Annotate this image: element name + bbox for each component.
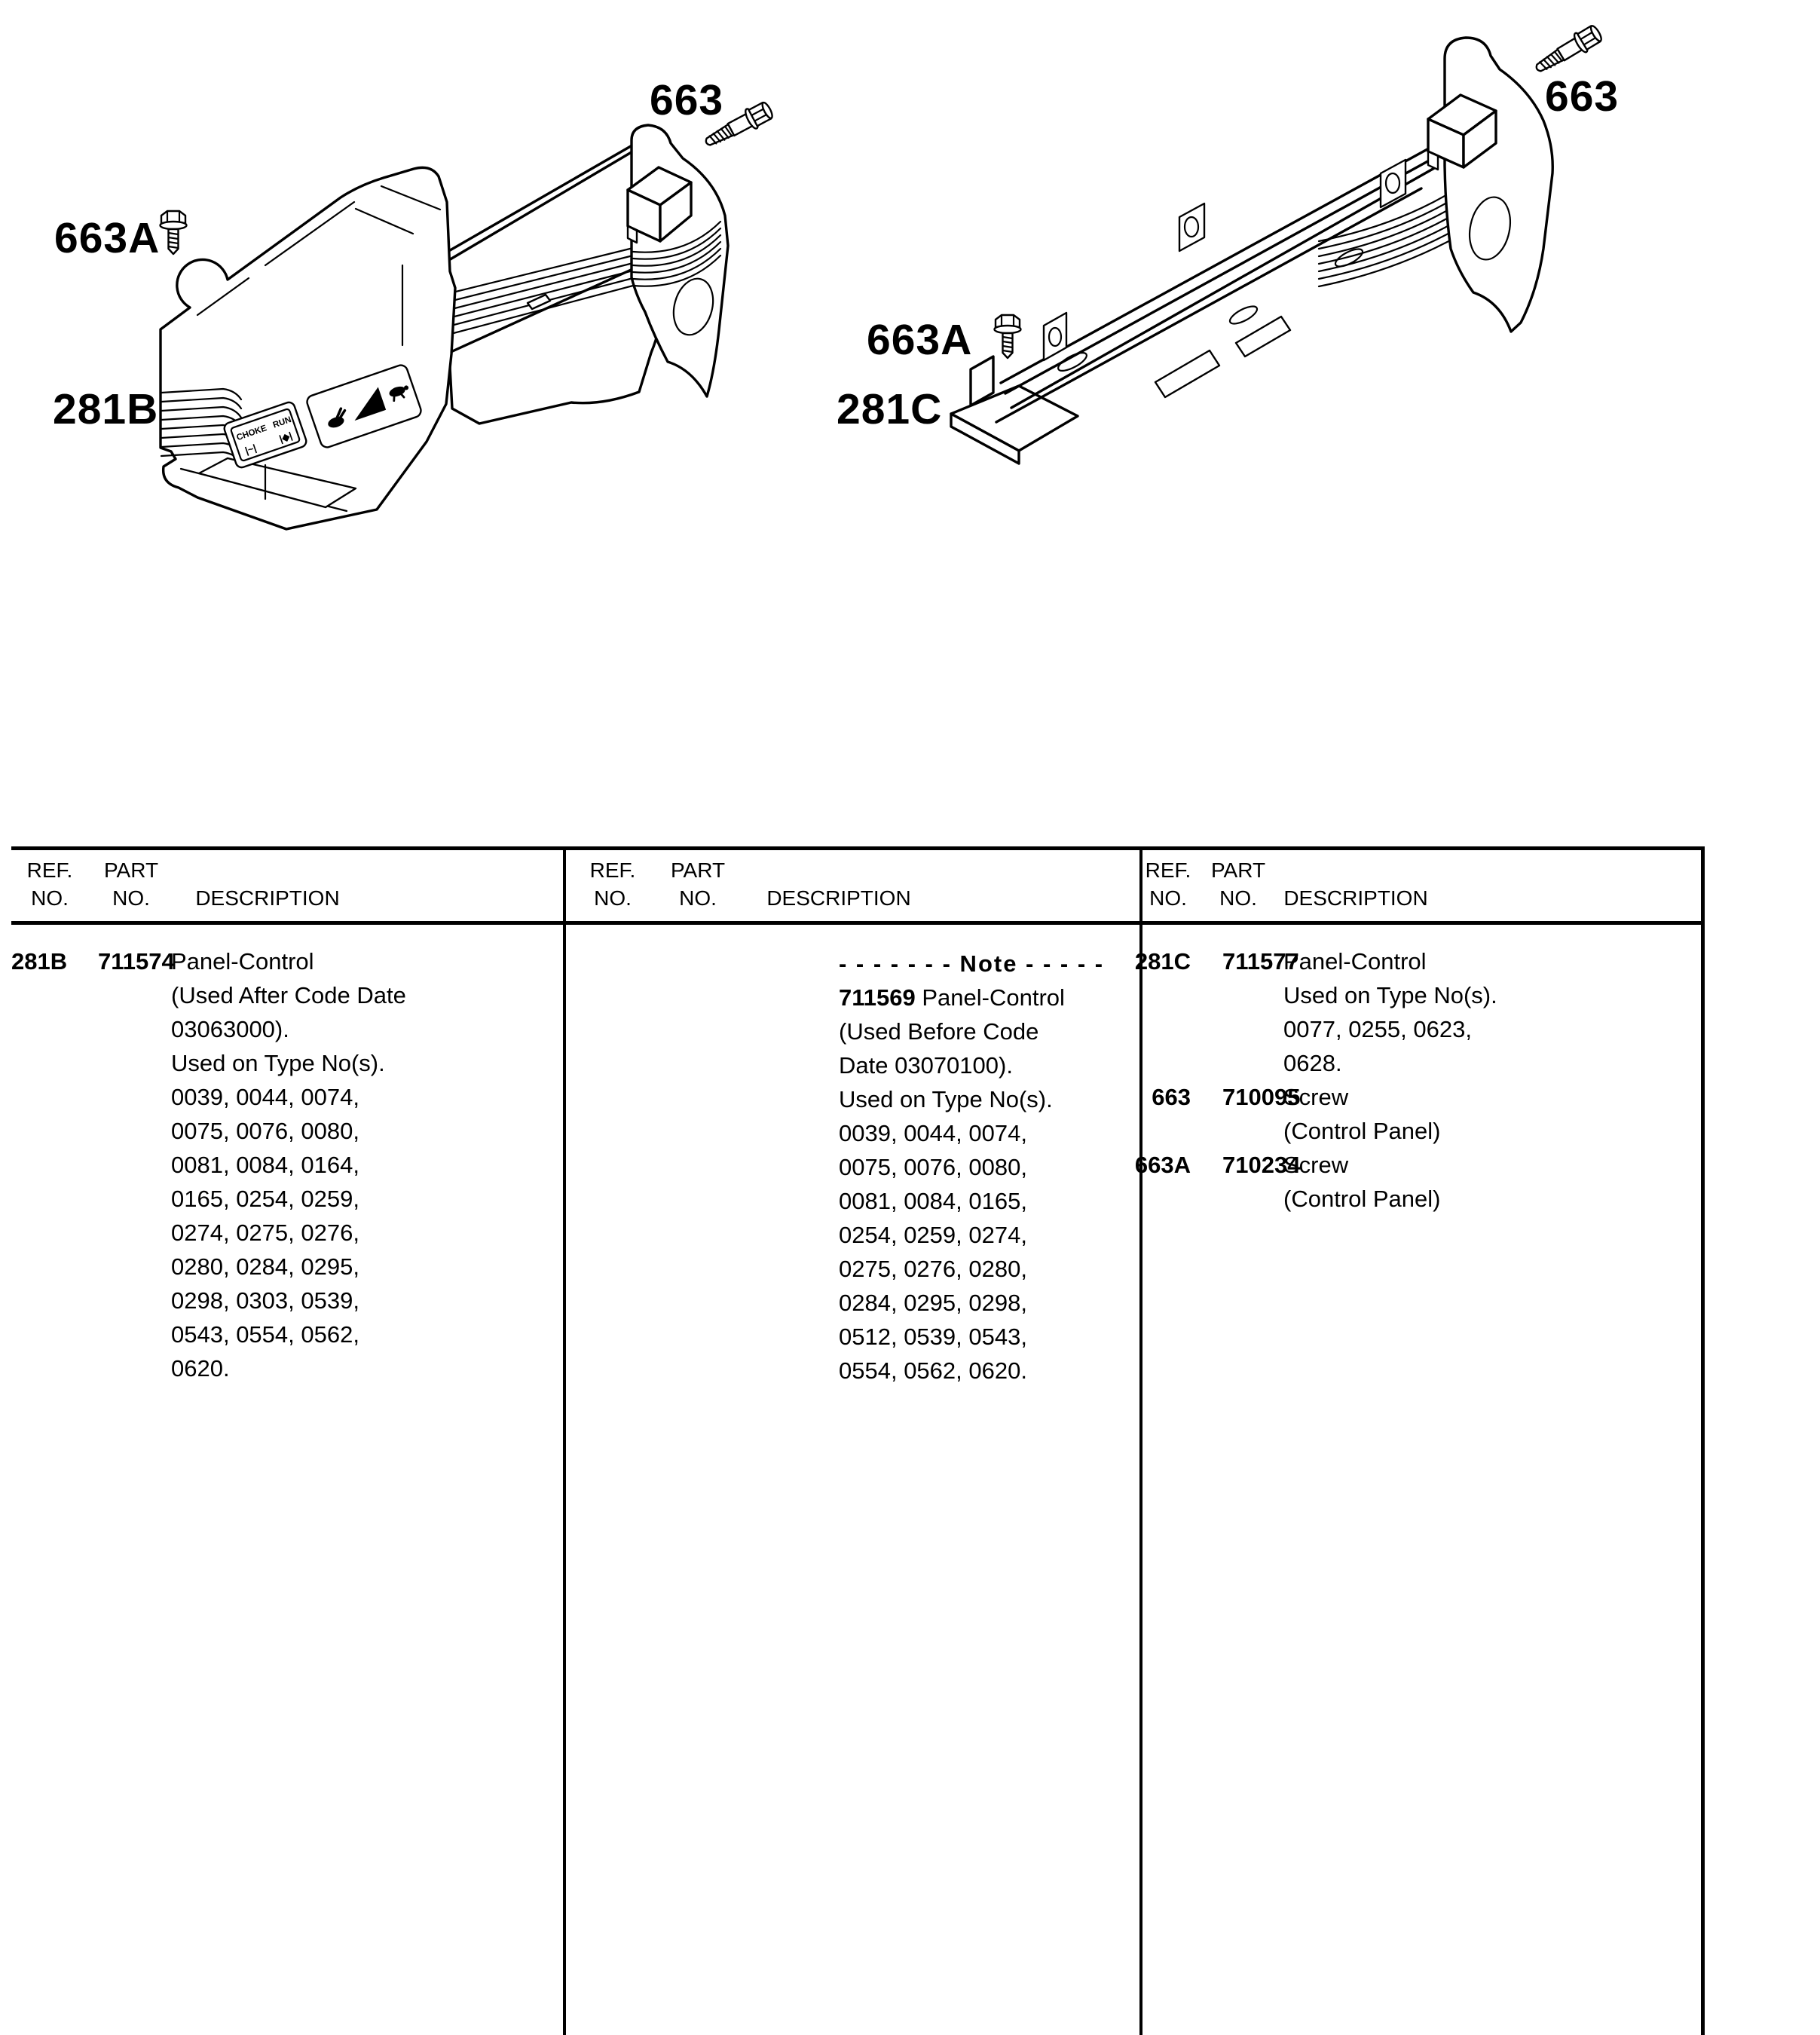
ref-no-663: 663 [1152,1084,1191,1110]
choke-text: CHOKE [235,424,268,443]
ref-no-281B: 281B [11,948,68,975]
part-no-711574: 711574 [98,948,175,975]
screw-663A-illustration-right [995,315,1021,358]
run-symbol: |◆| [277,429,294,445]
run-text: RUN [271,415,293,430]
callout-663-right: 663 [1545,72,1620,121]
note-title: - - - - - - - Note - - - - - [839,950,1105,977]
callout-281B: 281B [53,385,159,433]
panel-control-281C-drawing [951,23,1604,464]
ref-no-663A: 663A [1134,1152,1191,1178]
ref-no-281C: 281C [1134,948,1191,975]
col2-header-part: PART NO. [670,858,726,910]
col3-header-ref: REF. NO. [1145,858,1191,910]
table-divider-2 [1139,846,1142,2035]
col2-header-ref: REF. NO. [589,858,636,910]
col2-header-description: DESCRIPTION [766,886,911,910]
table-right-rule [1701,846,1705,2035]
callout-281C: 281C [837,385,943,433]
table-top-rule [11,846,1705,850]
part-no-711569: 711569 [839,984,916,1011]
description-710095: Screw (Control Panel) [1283,1084,1441,1144]
col3-header-description: DESCRIPTION [1283,886,1428,910]
panel-control-281B-drawing [161,99,775,529]
table-header-rule [11,921,1705,925]
col1-header-description: DESCRIPTION [195,886,340,910]
col1-header-part: PART NO. [103,858,159,910]
screw-663-illustration-right [1531,23,1604,78]
note-block-711569: - - - - - - - Note - - - - - 711569 Panel-Control (Used Before Code Date 03070100). Used on Type No(s). 0039, 0044, 0074, 0075, 0076, 0080, 0081, 0084, 0165, 0254, 0259, 0274, 0275, 0276, 0280, 0284, 0295, 0298, 0512, 0539, 0543, 0554, 0562, 0620. [839,947,1136,1388]
description-711574: Panel-Control (Used After Code Date 03063000). Used on Type No(s). 0039, 0044, 0074, 0075, 0076, 0080, 0081, 0084, 0164, 0165, 0254, 0259, 0274, 0275, 0276, 0280, 0284, 0295, 0298, 0303, 0539, 0543, 0554, 0562, 0620. [171,948,406,1382]
part-no-710234: 710234 [1222,1152,1301,1178]
callout-663A-right: 663A [867,316,973,364]
description-711577: Panel-Control Used on Type No(s). 0077, 0255, 0623, 0628. [1283,948,1497,1076]
screw-663A-illustration-left [161,211,187,254]
part-no-711577: 711577 [1222,948,1299,975]
note-part-line: 711569 Panel-Control [839,984,1065,1011]
callout-663-left: 663 [650,76,724,124]
description-710234: Screw (Control Panel) [1283,1152,1441,1212]
choke-symbol: |~| [243,442,258,457]
col1-header-ref: REF. NO. [26,858,73,910]
callout-663A-left: 663A [54,214,161,262]
part-no-710095: 710095 [1222,1084,1301,1110]
col3-header-part: PART NO. [1210,858,1266,910]
table-divider-1 [563,846,566,2035]
